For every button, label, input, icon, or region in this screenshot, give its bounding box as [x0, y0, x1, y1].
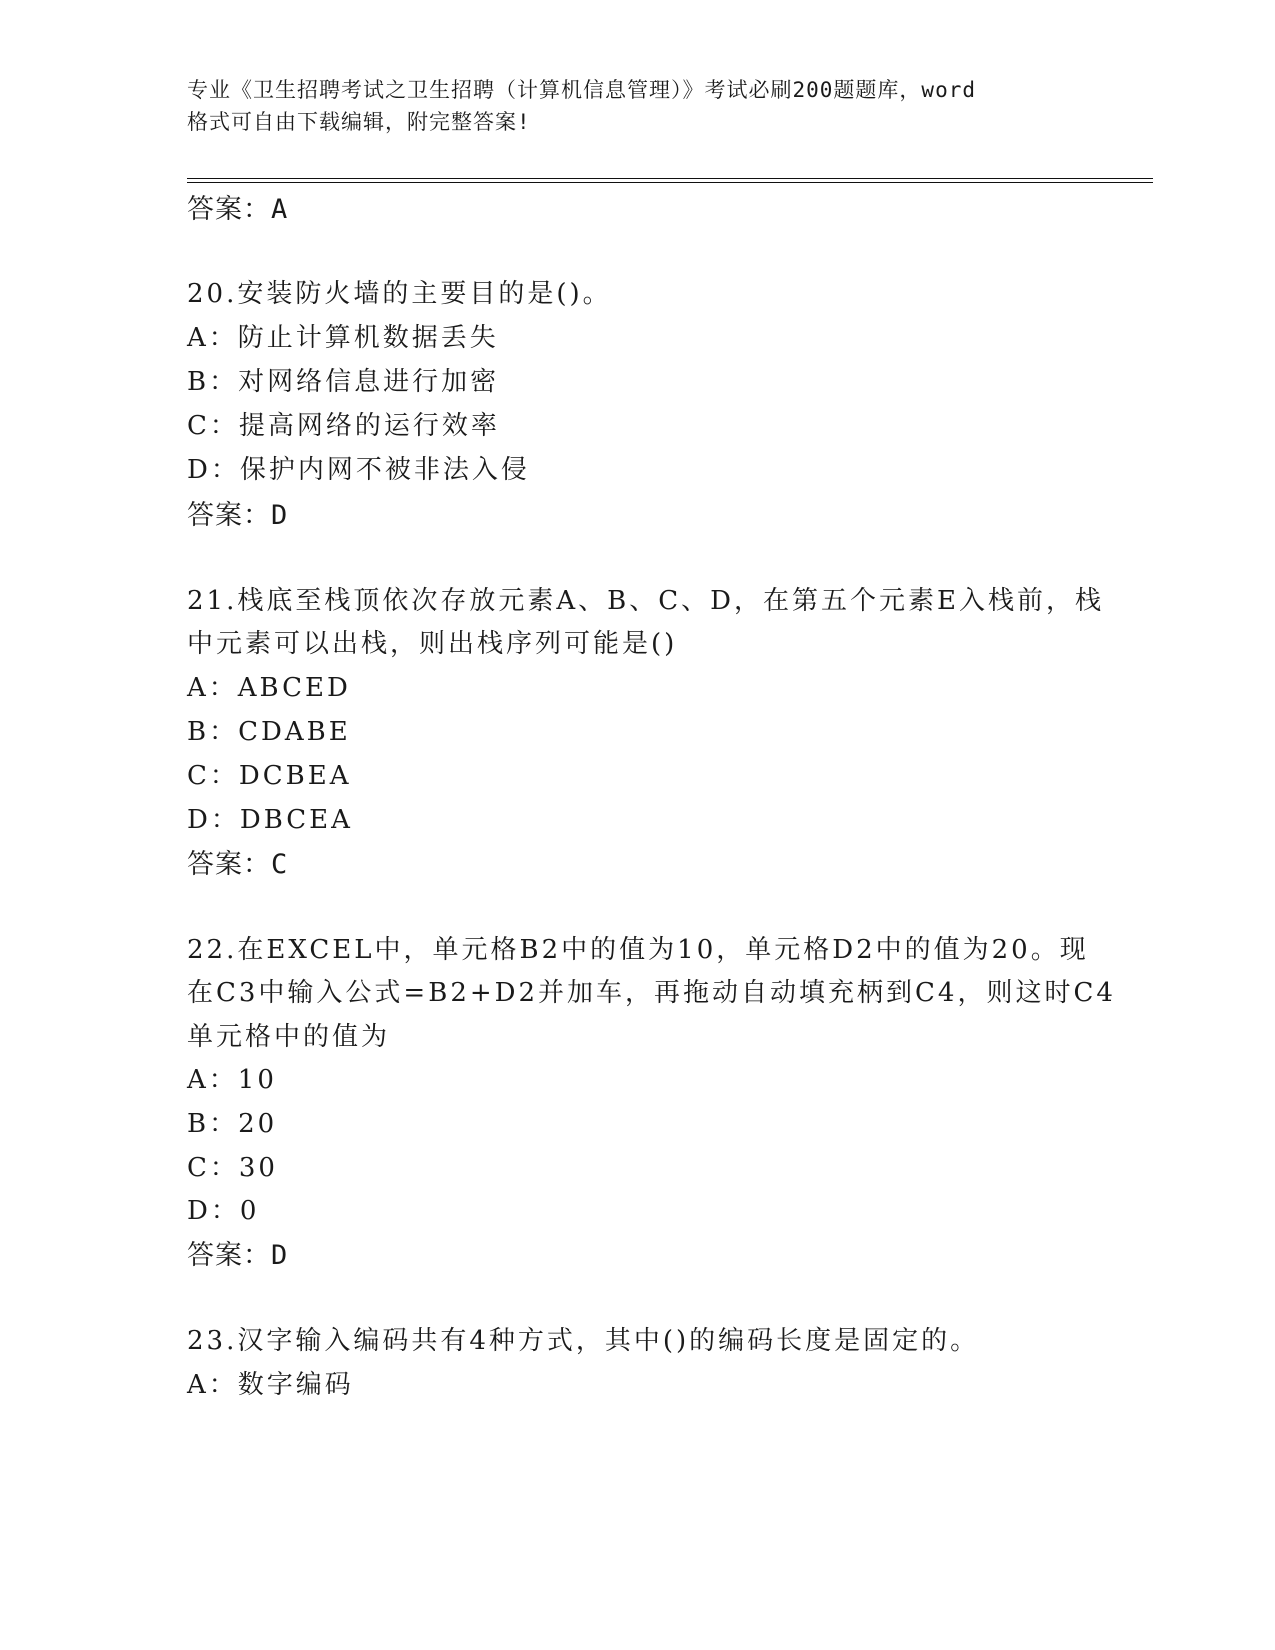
answer-19: 答案：A [187, 194, 289, 225]
question-21-option-d: D：DBCEA [187, 805, 353, 835]
question-20-option-d: D：保护内网不被非法入侵 [187, 455, 530, 485]
question-20-option-c: C：提高网络的运行效率 [187, 411, 500, 441]
question-23-stem: 23.汉字输入编码共有4种方式，其中()的编码长度是固定的。 [187, 1326, 980, 1356]
question-21-option-c: C：DCBEA [187, 761, 352, 791]
header-divider-bottom [187, 182, 1153, 183]
question-21-answer: 答案：C [187, 849, 289, 880]
question-22-option-c: C：30 [187, 1153, 278, 1183]
question-21-stem-line-1: 21.栈底至栈顶依次存放元素A、B、C、D，在第五个元素E入栈前，栈 [187, 586, 1104, 616]
document-header [187, 74, 1087, 138]
question-21-stem-line-2: 中元素可以出栈，则出栈序列可能是() [187, 629, 678, 659]
question-22-option-a: A：10 [187, 1065, 277, 1095]
question-22-answer: 答案：D [187, 1240, 289, 1271]
question-22-stem-line-3: 单元格中的值为 [187, 1022, 391, 1052]
header-line-2: 格式可自由下载编辑，附完整答案! [187, 110, 531, 134]
question-22-stem-line-2: 在C3中输入公式=B2+D2并加车，再拖动自动填充柄到C4，则这时C4 [187, 978, 1116, 1008]
question-22-option-b: B：20 [187, 1109, 278, 1139]
question-21-option-a: A：ABCED [187, 673, 351, 703]
question-20-answer: 答案：D [187, 500, 289, 531]
header-line-1: 专业《卫生招聘考试之卫生招聘（计算机信息管理）》考试必刷200题题库，word [187, 78, 976, 102]
question-20-option-b: B：对网络信息进行加密 [187, 367, 500, 397]
question-21-option-b: B：CDABE [187, 717, 351, 747]
header-divider-top [187, 178, 1153, 179]
question-20-option-a: A：防止计算机数据丢失 [187, 323, 499, 353]
question-23-option-a: A：数字编码 [187, 1370, 354, 1400]
question-22-stem-line-1: 22.在EXCEL中，单元格B2中的值为10，单元格D2中的值为20。现 [187, 935, 1089, 965]
question-22-option-d: D：0 [187, 1196, 260, 1226]
question-20-stem: 20.安装防火墙的主要目的是()。 [187, 279, 612, 309]
